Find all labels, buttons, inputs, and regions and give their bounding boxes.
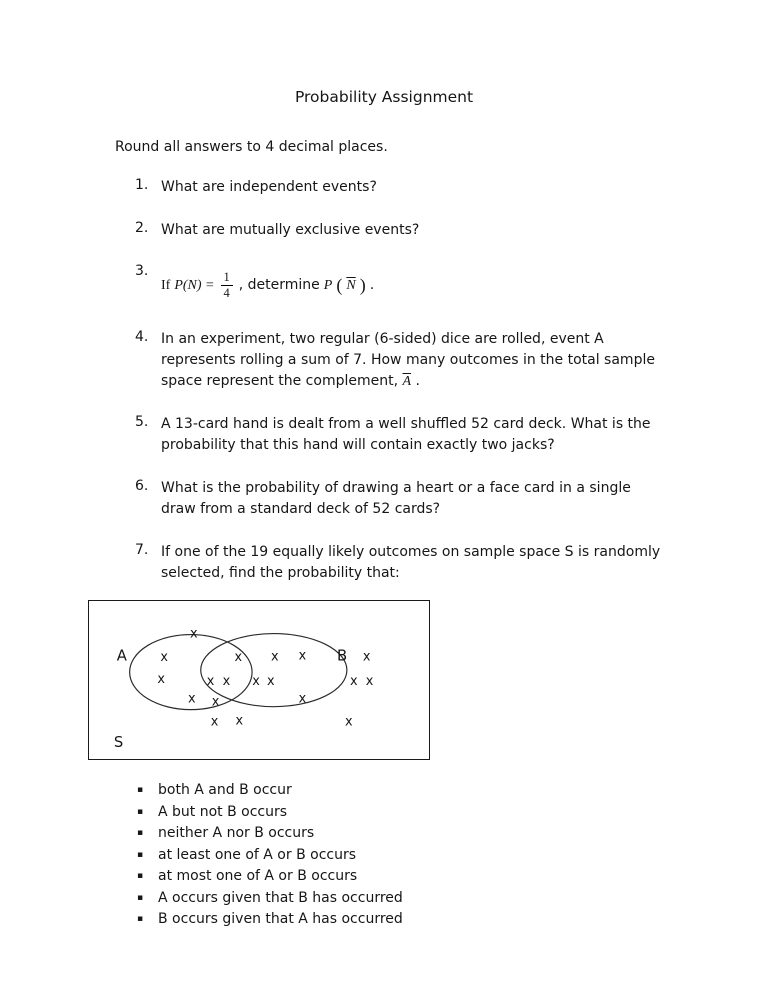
bullet-icon: ▪ [137, 849, 144, 860]
list-item-text: at least one of A or B occurs [158, 846, 357, 863]
venn-x-mark: x [190, 626, 198, 642]
venn-diagram [88, 600, 430, 760]
page-title: Probability Assignment [294, 88, 474, 106]
venn-x-marks [157, 627, 373, 730]
list-item-text: A but not B occurs [158, 803, 288, 820]
question-list [135, 177, 768, 584]
list-item-text: at most one of A or B occurs [158, 868, 358, 884]
bullet-icon: ▪ [137, 785, 144, 795]
bullet-icon: ▪ [137, 914, 144, 924]
list-item-text: A occurs given that B has occurred [158, 889, 403, 906]
venn-circle-b [201, 634, 347, 707]
venn-diagram-container [88, 600, 768, 760]
question-text: , determine [238, 276, 320, 293]
question-text: If one of the 19 equally likely outcomes on sample space S is randomly selected, find the probability that: [161, 544, 661, 581]
list-item-text: both A and B occur [158, 782, 292, 798]
question-2 [135, 220, 768, 241]
instructions-text: Round all answers to 4 decimal places. [115, 139, 388, 155]
question-text-math [161, 263, 374, 307]
list-item [137, 823, 768, 845]
venn-x-mark: x [345, 714, 353, 730]
list-item [137, 909, 768, 931]
math-expression: P(N) = [174, 277, 215, 293]
math-if: If [161, 277, 171, 293]
question-3 [135, 263, 768, 307]
question-7 [135, 542, 768, 584]
bullet-icon: ▪ [137, 892, 144, 903]
question-4 [135, 329, 768, 392]
fraction-denominator: 4 [221, 285, 233, 300]
question-number: 7. [135, 542, 149, 558]
question-number: 3. [135, 263, 149, 279]
question-number: 1. [135, 177, 149, 193]
question-1 [135, 177, 768, 198]
period: . [369, 276, 375, 293]
venn-label-b: B [337, 647, 348, 665]
question-text: A 13-card hand is dealt from a well shuffled 52 card deck. What is the probability that this hand will contain exactly two jacks? [161, 416, 651, 453]
probability-cases-list [137, 780, 768, 931]
venn-x-mark: x [235, 713, 244, 729]
open-paren: ( [336, 274, 343, 295]
venn-x-mark: x [298, 648, 307, 664]
question-text: What are mutually exclusive events? [161, 222, 420, 238]
close-paren: ) [359, 274, 366, 295]
question-number: 6. [135, 478, 149, 494]
math-p: P [323, 277, 333, 293]
question-text [161, 329, 666, 392]
venn-x-mark: x [271, 649, 279, 665]
venn-label-a: A [116, 647, 127, 665]
list-item [137, 802, 768, 824]
venn-x-mark: x [211, 694, 220, 710]
math-n-complement: $\overline{N}$ [346, 277, 356, 293]
list-item [137, 866, 768, 888]
fraction [221, 270, 233, 300]
venn-x-mark: x [350, 673, 358, 689]
list-item [137, 780, 768, 802]
bullet-icon: ▪ [137, 806, 144, 817]
list-item [137, 888, 768, 910]
question-text: What are independent events? [161, 179, 377, 195]
question-number: 5. [135, 414, 149, 430]
venn-x-mark: x [298, 691, 307, 707]
list-item-text: B occurs given that A has occurred [158, 911, 403, 927]
venn-label-s: S [113, 734, 124, 752]
venn-x-mark: x [210, 714, 219, 730]
venn-x-mark: x [365, 673, 374, 689]
venn-x-mark: x [160, 650, 168, 666]
venn-x-mark: x [157, 671, 166, 687]
venn-x-mark: x [222, 673, 231, 689]
question-text: What is the probability of drawing a heart or a face card in a single draw from a standard deck of 52 cards? [161, 480, 631, 517]
question-number: 4. [135, 329, 149, 345]
venn-x-mark: x [188, 691, 196, 707]
question-number: 2. [135, 220, 149, 236]
question-text-before: In an experiment, two regular (6-sided) dice are rolled, event A represents rolling a sum of 7. How many outcomes in the total sample space represent the complement, [161, 331, 655, 389]
list-item-text: neither A nor B occurs [158, 825, 315, 841]
question-6 [135, 478, 768, 520]
bullet-icon: ▪ [137, 871, 144, 881]
venn-x-mark: x [252, 673, 260, 689]
bullet-icon: ▪ [137, 828, 144, 838]
question-text-after: . [411, 373, 420, 389]
venn-x-mark: x [267, 673, 275, 689]
fraction-numerator: 1 [223, 270, 230, 285]
question-5 [135, 414, 768, 456]
venn-x-mark: x [234, 650, 243, 666]
venn-x-mark: x [206, 673, 215, 689]
venn-x-mark: x [362, 649, 371, 665]
math-a-complement: $\overline{A}$ [402, 374, 412, 389]
list-item [137, 845, 768, 867]
